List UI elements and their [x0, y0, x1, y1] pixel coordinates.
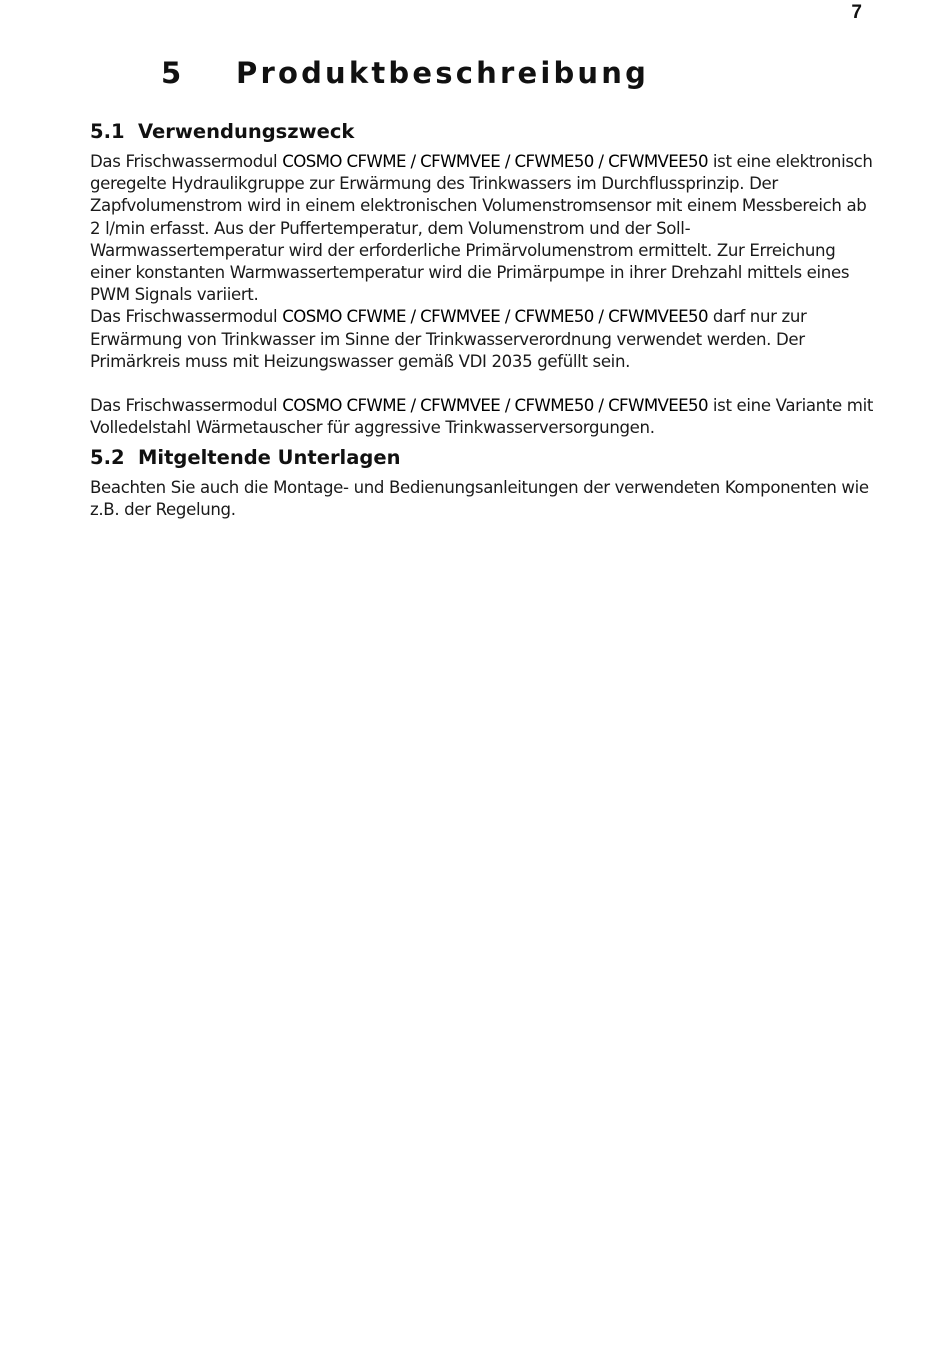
product-name: COSMO CFWME / CFWMVEE / CFWME50 / CFWMVEE50	[282, 152, 708, 171]
paragraph-spacer	[90, 373, 880, 395]
paragraph-text: ist eine elektronisch geregelte Hydraulikgruppe zur Erwärmung des Trinkwassers im Durchflussprinzip. Der Zapfvolumenstrom wird in einem elektronischen Volumenstromsensor mit einem Messbereich ab 2 l/min erfasst. Aus der Puffertemperatur, dem Volumenstrom und der Soll-Warmwassertemperatur wird der erforderliche Primärvolumenstrom ermittelt. Zur Erreichung einer konstanten Warmwassertemperatur wird die Primärpumpe in ihrer Drehzahl mittels eines PWM Signals variiert.	[90, 152, 873, 305]
section-number: 5.2	[90, 446, 125, 469]
paragraph-variant	[90, 395, 880, 439]
chapter-heading	[161, 54, 649, 92]
paragraph-prefix: Das Frischwassermodul	[90, 396, 283, 416]
paragraph-usage	[90, 306, 880, 373]
product-name: COSMO CFWME / CFWMVEE / CFWME50 / CFWMVEE50	[282, 307, 708, 327]
page-number: 7	[851, 2, 862, 23]
section-title: Mitgeltende Unterlagen	[138, 446, 401, 469]
section-title: Verwendungszweck	[138, 120, 355, 143]
paragraph-prefix: Das Frischwassermodul	[90, 152, 283, 171]
product-name: COSMO CFWME / CFWMVEE / CFWME50 / CFWMVEE50	[282, 396, 708, 416]
paragraph-text: ist eine Variante mit Volledelstahl Wärmetauscher für aggressive Trinkwasserversorgungen.	[90, 396, 874, 438]
chapter-number: 5	[161, 56, 185, 90]
section-number: 5.1	[90, 120, 125, 143]
paragraph-documents: Beachten Sie auch die Montage- und Bedienungsanleitungen der verwendeten Komponenten wie z.B. der Regelung.	[90, 478, 869, 520]
section-body-verwendungszweck	[90, 151, 880, 439]
paragraph-text: darf nur zur Erwärmung von Trinkwasser im Sinne der Trinkwasserverordnung verwendet werden. Der Primärkreis muss mit Heizungswasser gemäß VDI 2035 gefüllt sein.	[90, 307, 807, 371]
paragraph-prefix: Das Frischwassermodul	[90, 307, 283, 327]
section-heading-mitgeltende-unterlagen	[90, 445, 400, 471]
section-heading-verwendungszweck	[90, 119, 354, 145]
chapter-title: Produktbeschreibung	[236, 56, 650, 90]
section-body-mitgeltende-unterlagen	[90, 477, 880, 521]
paragraph-description	[90, 151, 880, 306]
